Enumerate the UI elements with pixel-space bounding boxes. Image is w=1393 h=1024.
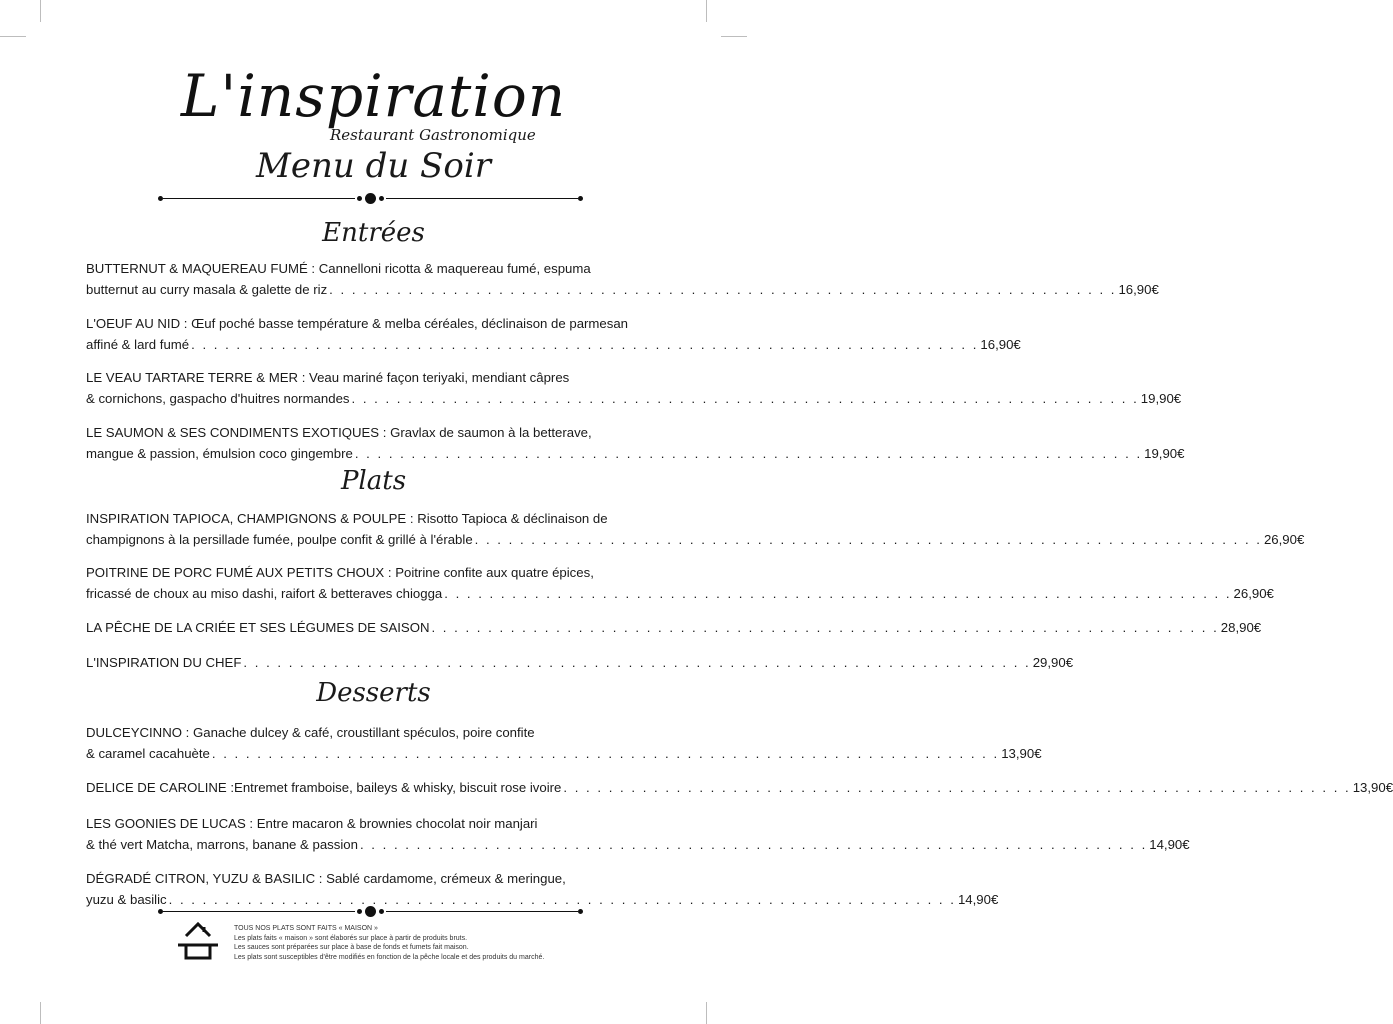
leader-dots: . . . . . . . . . . . . . . . . . . . . . . . . . . . . . . . . . . . . . . . . . . . . . . . . . . . . . . . . . . . . . . . . . . . . . . xyxy=(211,746,1000,761)
menu-item-price: 13,90€ xyxy=(1001,746,1042,761)
menu-item-description: INSPIRATION TAPIOCA, CHAMPIGNONS & POULPE : Risotto Tapioca & déclinaison de xyxy=(86,511,608,526)
crop-mark-top-left-h xyxy=(0,36,26,37)
crop-mark-top-right-h xyxy=(721,36,747,37)
footer-note xyxy=(234,924,544,962)
menu-item-description-cont: mangue & passion, émulsion coco gingembre xyxy=(86,446,353,461)
menu-item-price: 19,90€ xyxy=(1140,391,1182,406)
menu-title: Menu du Soir xyxy=(256,146,491,186)
leader-dots: . . . . . . . . . . . . . . . . . . . . . . . . . . . . . . . . . . . . . . . . . . . . . . . . . . . . . . . . . . . . . . . . . . . . . . xyxy=(354,446,1143,461)
menu-item-price: 28,90€ xyxy=(1220,620,1262,635)
menu-item xyxy=(86,367,1182,409)
menu-item xyxy=(86,508,1305,550)
menu-item xyxy=(86,617,1262,638)
menu-item xyxy=(86,868,999,910)
restaurant-subtitle: Restaurant Gastronomique xyxy=(330,126,536,144)
fait-maison-house-pan-icon xyxy=(174,918,222,962)
menu-item-description-cont: champignons à la persillade fumée, poulpe confit & grillé à l'érable xyxy=(86,532,473,547)
footer-line: Les plats sont susceptibles d'être modifiés en fonction de la pêche locale et des produits du marché. xyxy=(234,953,545,961)
menu-item-price: 26,90€ xyxy=(1233,586,1274,601)
menu-item-description: POITRINE DE PORC FUMÉ AUX PETITS CHOUX : Poitrine confite aux quatre épices, xyxy=(86,565,594,580)
menu-item-price: 14,90€ xyxy=(1149,837,1190,852)
menu-item-description: BUTTERNUT & MAQUEREAU FUMÉ : Cannelloni ricotta & maquereau fumé, espuma xyxy=(86,261,591,276)
menu-item-description: LE SAUMON & SES CONDIMENTS EXOTIQUES : Gravlax de saumon à la betterave, xyxy=(86,425,592,440)
menu-item-price: 19,90€ xyxy=(1144,446,1185,461)
crop-mark-top-left-v xyxy=(40,0,41,22)
menu-item-description: DULCEYCINNO : Ganache dulcey & café, croustillant spéculos, poire confite xyxy=(86,725,535,740)
menu-item xyxy=(86,313,1021,355)
menu-item-description-cont: & caramel cacahuète xyxy=(86,746,210,761)
leader-dots: . . . . . . . . . . . . . . . . . . . . . . . . . . . . . . . . . . . . . . . . . . . . . . . . . . . . . . . . . . . . . . . . . . . . . . xyxy=(191,337,979,352)
menu-item-price: 13,90€ xyxy=(1352,780,1393,795)
menu-item-description: L'INSPIRATION DU CHEF xyxy=(86,655,242,670)
leader-dots: . . . . . . . . . . . . . . . . . . . . . . . . . . . . . . . . . . . . . . . . . . . . . . . . . . . . . . . . . . . . . . . . . . . . . . xyxy=(351,391,1139,406)
footer-line: Les sauces sont préparées sur place à base de fonds et fumets fait maison. xyxy=(234,944,469,951)
leader-dots: . . . . . . . . . . . . . . . . . . . . . . . . . . . . . . . . . . . . . . . . . . . . . . . . . . . . . . . . . . . . . . . . . . . . . . xyxy=(563,780,1351,795)
menu-item xyxy=(86,422,1185,464)
menu-item xyxy=(86,813,1190,855)
menu-item-price: 29,90€ xyxy=(1032,655,1074,670)
menu-item-description-cont: & cornichons, gaspacho d'huitres normandes xyxy=(86,391,350,406)
menu-item-description: L'OEUF AU NID : Œuf poché basse température & melba céréales, déclinaison de parmesan xyxy=(86,316,629,331)
crop-mark-bottom-right-v xyxy=(706,1002,707,1024)
menu-item-description-cont: fricassé de choux au miso dashi, raifort & betteraves chiogga xyxy=(86,586,443,601)
menu-item-price: 26,90€ xyxy=(1263,532,1305,547)
menu-item xyxy=(86,722,1042,764)
leader-dots: . . . . . . . . . . . . . . . . . . . . . . . . . . . . . . . . . . . . . . . . . . . . . . . . . . . . . . . . . . . . . . . . . . . . . . xyxy=(243,655,1031,670)
leader-dots: . . . . . . . . . . . . . . . . . . . . . . . . . . . . . . . . . . . . . . . . . . . . . . . . . . . . . . . . . . . . . . . . . . . . . . xyxy=(168,892,956,907)
menu-item-description: DELICE DE CAROLINE :Entremet framboise, baileys & whisky, biscuit rose ivoire xyxy=(86,780,562,795)
menu-item-description-cont: affiné & lard fumé xyxy=(86,337,190,352)
menu-item xyxy=(86,258,1159,300)
menu-item-price: 16,90€ xyxy=(980,337,1021,352)
leader-dots: . . . . . . . . . . . . . . . . . . . . . . . . . . . . . . . . . . . . . . . . . . . . . . . . . . . . . . . . . . . . . . . . . . . . . . xyxy=(329,282,1117,297)
section-title-entrees: Entrées xyxy=(322,218,425,248)
leader-dots: . . . . . . . . . . . . . . . . . . . . . . . . . . . . . . . . . . . . . . . . . . . . . . . . . . . . . . . . . . . . . . . . . . . . . . xyxy=(444,586,1232,601)
menu-item-description: LE VEAU TARTARE TERRE & MER : Veau mariné façon teriyaki, mendiant câpres xyxy=(86,370,570,385)
leader-dots: . . . . . . . . . . . . . . . . . . . . . . . . . . . . . . . . . . . . . . . . . . . . . . . . . . . . . . . . . . . . . . . . . . . . . . xyxy=(431,620,1219,635)
menu-item xyxy=(86,777,1393,798)
leader-dots: . . . . . . . . . . . . . . . . . . . . . . . . . . . . . . . . . . . . . . . . . . . . . . . . . . . . . . . . . . . . . . . . . . . . . . xyxy=(359,837,1148,852)
menu-item xyxy=(86,562,1274,604)
menu-item-price: 14,90€ xyxy=(957,892,999,907)
crop-mark-bottom-left-v xyxy=(40,1002,41,1024)
menu-item-price: 16,90€ xyxy=(1118,282,1159,297)
menu-item xyxy=(86,652,1074,673)
menu-item-description: LES GOONIES DE LUCAS : Entre macaron & brownies chocolat noir manjari xyxy=(86,816,538,831)
footer-heading: TOUS NOS PLATS SONT FAITS « MAISON » xyxy=(234,925,378,932)
divider-top xyxy=(158,193,583,205)
crop-mark-top-right-v xyxy=(706,0,707,22)
leader-dots: . . . . . . . . . . . . . . . . . . . . . . . . . . . . . . . . . . . . . . . . . . . . . . . . . . . . . . . . . . . . . . . . . . . . . . xyxy=(474,532,1262,547)
restaurant-name: L'inspiration xyxy=(180,62,567,130)
menu-item-description: LA PÊCHE DE LA CRIÉE ET SES LÉGUMES DE SAISON xyxy=(86,620,430,635)
section-title-desserts: Desserts xyxy=(316,678,431,708)
menu-item-description: DÉGRADÉ CITRON, YUZU & BASILIC : Sablé cardamome, crémeux & meringue, xyxy=(86,871,566,886)
menu-item-description-cont: & thé vert Matcha, marrons, banane & passion xyxy=(86,837,358,852)
section-title-plats: Plats xyxy=(340,466,407,496)
footer-line: Les plats faits « maison » sont élaborés sur place à partir de produits bruts. xyxy=(234,934,468,942)
menu-item-description-cont: butternut au curry masala & galette de riz xyxy=(86,282,328,297)
menu-item-description-cont: yuzu & basilic xyxy=(86,892,167,907)
